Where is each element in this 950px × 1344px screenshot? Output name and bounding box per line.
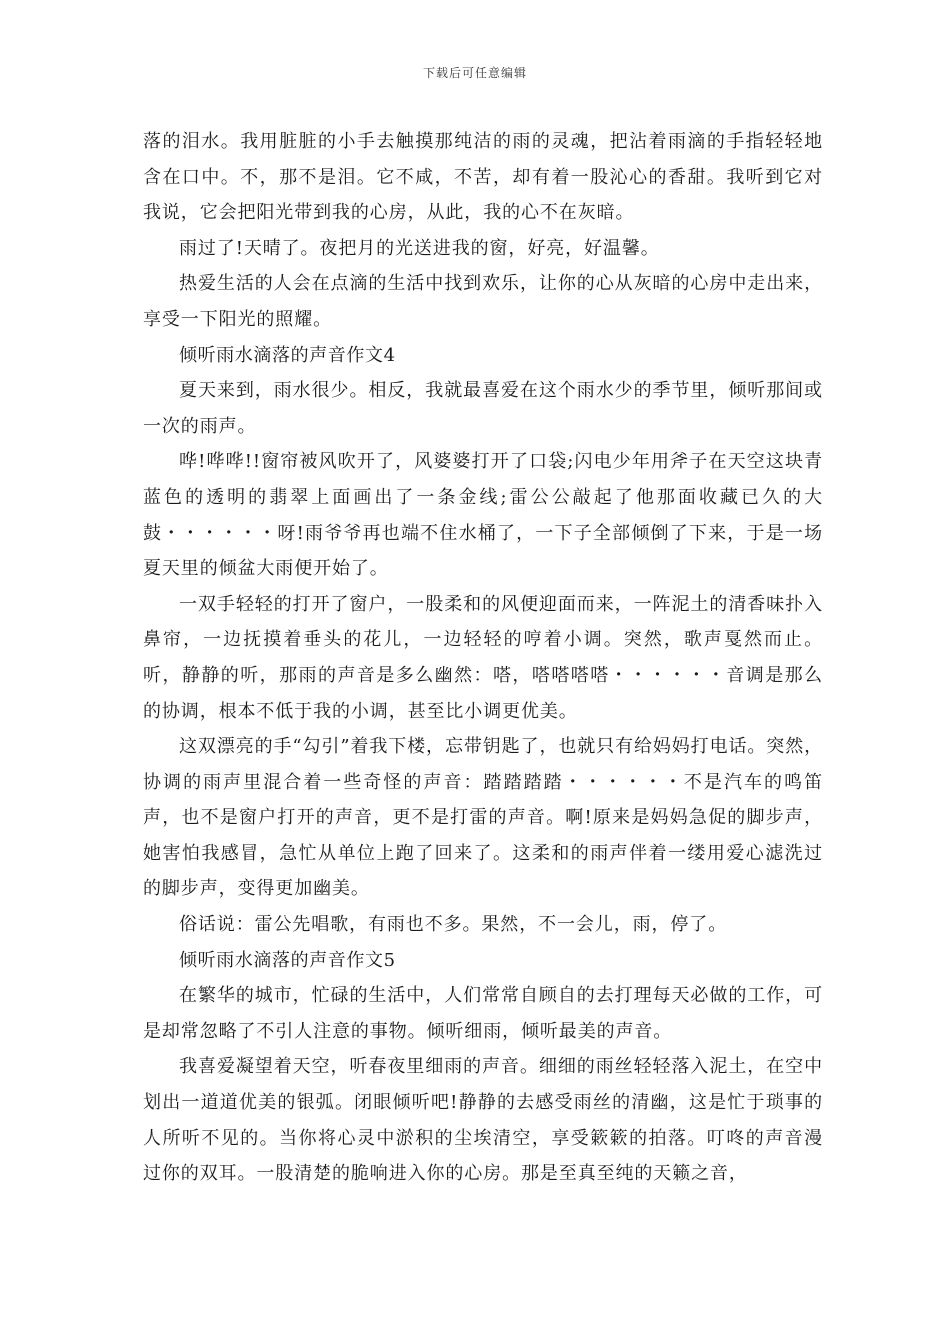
paragraph: 落的泪水。我用脏脏的小手去触摸那纯洁的雨的灵魂，把沾着雨滴的手指轻轻地含在口中。不，那不是泪。它不咸，不苦，却有着一股沁心的香甜。我听到它对我说，它会把阳光带到我的心房，从此，我的心不在灰暗。: [143, 131, 823, 224]
paragraph: 俗话说：雷公先唱歌，有雨也不多。果然，不一会儿，雨，停了。: [179, 914, 728, 936]
paragraph: 这双漂亮的手“勾引”着我下楼，忘带钥匙了，也就只有给妈妈打电话。突然，协调的雨声里混合着一些奇怪的声音：踏踏踏踏・・・・・・不是汽车的鸣笛声，也不是窗户打开的声音，更不是打雷的声音。啊!原来是妈妈急促的脚步声，她害怕我感冒，急忙从单位上跑了回来了。这柔和的雨声伴着一缕用爱心滤洗过的脚步声，变得更加幽美。: [143, 736, 823, 900]
paragraph: 我喜爱凝望着天空，听春夜里细雨的声音。细细的雨丝轻轻落入泥土，在空中划出一道道优美的银弧。闭眼倾听吧!静静的去感受雨丝的清幽，这是忙于琐事的人所听不见的。当你将心灵中淤积的尘埃清空，享受簌簌的拍落。叮咚的声音漫过你的双耳。一股清楚的脆响进入你的心房。那是至真至纯的天籁之音，: [143, 1056, 823, 1185]
paragraph: 雨过了!天晴了。夜把月的光送进我的窗，好亮，好温馨。: [179, 237, 660, 259]
paragraph: 热爱生活的人会在点滴的生活中找到欢乐，让你的心从灰暗的心房中走出来，享受一下阳光的照耀。: [143, 273, 823, 330]
paragraph: 在繁华的城市，忙碌的生活中，人们常常自顾自的去打理每天必做的工作，可是却常忽略了不引人注意的事物。倾听细雨，倾听最美的声音。: [143, 985, 823, 1042]
paragraph: 一双手轻轻的打开了窗户，一股柔和的风便迎面而来，一阵泥土的清香味扑入鼻帘，一边抚摸着垂头的花儿，一边轻轻的哼着小调。突然，歌声戛然而止。听，静静的听，那雨的声音是多么幽然：嗒，嗒嗒嗒嗒・・・・・・音调是那么的协调，根本不低于我的小调，甚至比小调更优美。: [143, 593, 823, 722]
paragraph: 哗!哗哗!!窗帘被风吹开了，风婆婆打开了口袋;闪电少年用斧子在天空这块青蓝色的透明的翡翠上面画出了一条金线;雷公公敲起了他那面收藏已久的大鼓・・・・・・呀!雨爷爷再也端不住水桶了，一下子全部倾倒了下来，于是一场夏天里的倾盆大雨便开始了。: [143, 451, 823, 580]
page-header: 下载后可任意编辑: [422, 66, 527, 80]
section-heading: 倾听雨水滴落的声音作文5: [179, 949, 396, 971]
section-heading: 倾听雨水滴落的声音作文4: [179, 344, 396, 366]
document-body: [143, 124, 823, 1192]
paragraph: 夏天来到，雨水很少。相反，我就最喜爱在这个雨水少的季节里，倾听那间或一次的雨声。: [143, 380, 823, 437]
